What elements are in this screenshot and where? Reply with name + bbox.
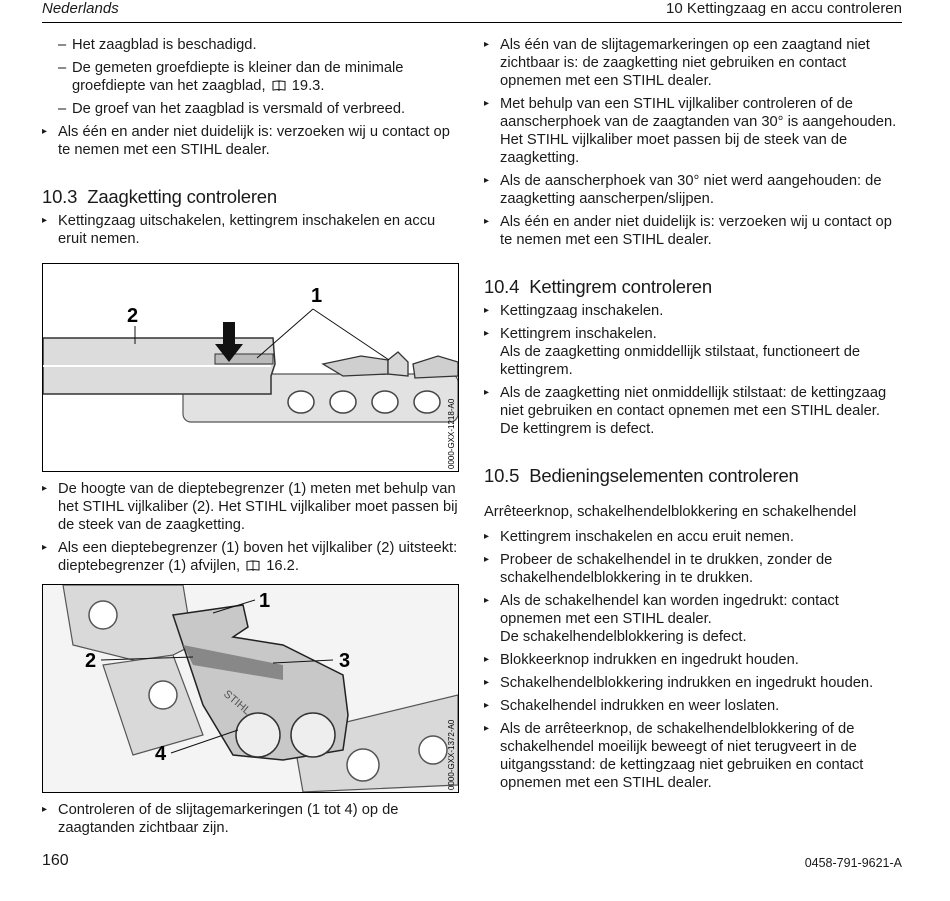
section-title-10-4: 10.4 Kettingrem controleren xyxy=(484,276,712,297)
list-item: – De gemeten groefdiepte is kleiner dan de minimale groefdiepte van het zaagblad, 19.3. xyxy=(42,59,460,95)
list-item: ▸ Schakelhendelblokkering indrukken en ingedrukt houden. xyxy=(484,674,904,692)
header-section: 10 Kettingzaag en accu controleren xyxy=(666,0,902,17)
list-item: ▸ Met behulp van een STIHL vijlkaliber controleren of de aanscherphoek van de zaagtanden van 30° is aangehouden. Het STIHL vijlkaliber moet passen bij de steek van de zaagketting. xyxy=(484,95,904,167)
figure-callout-1: 1 xyxy=(311,285,323,307)
list-item: ▸ Als de aanscherphoek van 30° niet werd aangehouden: de zaagketting aanscherpen/slijpen. xyxy=(484,172,904,208)
header-rule xyxy=(42,22,902,23)
list-item: ▸ Als één en ander niet duidelijk is: verzoeken wij u contact op te nemen met een STIHL dealer. xyxy=(484,213,904,249)
list-item: ▸ Kettingzaag inschakelen. xyxy=(484,302,904,320)
document-code: 0458-791-9621-A xyxy=(804,856,902,870)
list-item: – Het zaagblad is beschadigd. xyxy=(42,36,460,54)
list-item: ▸ Schakelhendel indrukken en weer loslaten. xyxy=(484,697,904,715)
list-item: ▸ Als de zaagketting niet onmiddellijk stilstaat: de kettingzaag niet gebruiken en contact opnemen met een STIHL dealer. De kettingrem is defect. xyxy=(484,384,904,438)
list-item: ▸ De hoogte van de dieptebegrenzer (1) meten met behulp van het STIHL vijlkaliber (2). Het STIHL vijlkaliber moet passen bij de steek van de zaagketting. xyxy=(42,480,460,534)
list-item: ▸ Kettingrem inschakelen en accu eruit nemen. xyxy=(484,528,904,546)
list-item: ▸ Als de arrêteerknop, de schakelhendelblokkering of de schakelhendel moeilijk beweegt of niet terugveert in de uitgangsstand: de kettingzaag niet gebruiken en contact opnemen met een STIHL dealer. xyxy=(484,720,904,792)
list-item: ▸ Controleren of de slijtagemarkeringen (1 tot 4) op de zaagtanden zichtbaar zijn. xyxy=(42,801,460,837)
section-title-10-5: 10.5 Bedieningselementen controleren xyxy=(484,465,799,486)
figure-callout-4: 4 xyxy=(155,743,167,765)
figure-wear-markings xyxy=(42,584,459,793)
list-item: – De groef van het zaagblad is versmald of verbreed. xyxy=(42,100,460,118)
list-item: ▸ Kettingzaag uitschakelen, kettingrem inschakelen en accu eruit nemen. xyxy=(42,212,460,248)
list-item: ▸ Als de schakelhendel kan worden ingedrukt: contact opnemen met een STIHL dealer. De schakelhendelblokkering is defect. xyxy=(484,592,904,646)
figure-code: 0000-GXX-1372-A0 xyxy=(447,719,456,790)
section-title-10-3: 10.3 Zaagketting controleren xyxy=(42,186,277,207)
figure-callout-2: 2 xyxy=(85,650,97,672)
header-language: Nederlands xyxy=(42,0,119,17)
list-item: ▸ Als een dieptebegrenzer (1) boven het vijlkaliber (2) uitsteekt: dieptebegrenzer (1) afvijlen, 16.2. xyxy=(42,539,460,575)
list-item: ▸ Als één en ander niet duidelijk is: verzoeken wij u contact op te nemen met een STIHL dealer. xyxy=(42,123,460,159)
list-item: ▸ Probeer de schakelhendel in te drukken, zonder de schakelhendelblokkering in te drukken. xyxy=(484,551,904,587)
book-icon xyxy=(246,560,260,571)
right-column xyxy=(484,36,904,797)
list-item: ▸ Blokkeerknop indrukken en ingedrukt houden. xyxy=(484,651,904,669)
figure-callout-3: 3 xyxy=(339,650,351,672)
figure-depth-gauge xyxy=(42,263,459,472)
figure-callout-1: 1 xyxy=(259,590,271,612)
figure-code: 0000-GXX-1218-A0 xyxy=(447,398,456,469)
book-icon xyxy=(272,80,286,91)
page-number: 160 xyxy=(42,852,69,869)
figure-callout-2: 2 xyxy=(127,305,139,327)
subsection-title: Arrêteerknop, schakelhendelblokkering en schakelhendel xyxy=(484,504,857,520)
stihl-imprint: STIHL xyxy=(221,688,253,718)
list-item: ▸ Kettingrem inschakelen. Als de zaagketting onmiddellijk stilstaat, functioneert de kettingrem. xyxy=(484,325,904,379)
list-item: ▸ Als één van de slijtagemarkeringen op een zaagtand niet zichtbaar is: de zaagketting niet gebruiken en contact opnemen met een STIHL dealer. xyxy=(484,36,904,90)
left-column xyxy=(42,36,460,842)
